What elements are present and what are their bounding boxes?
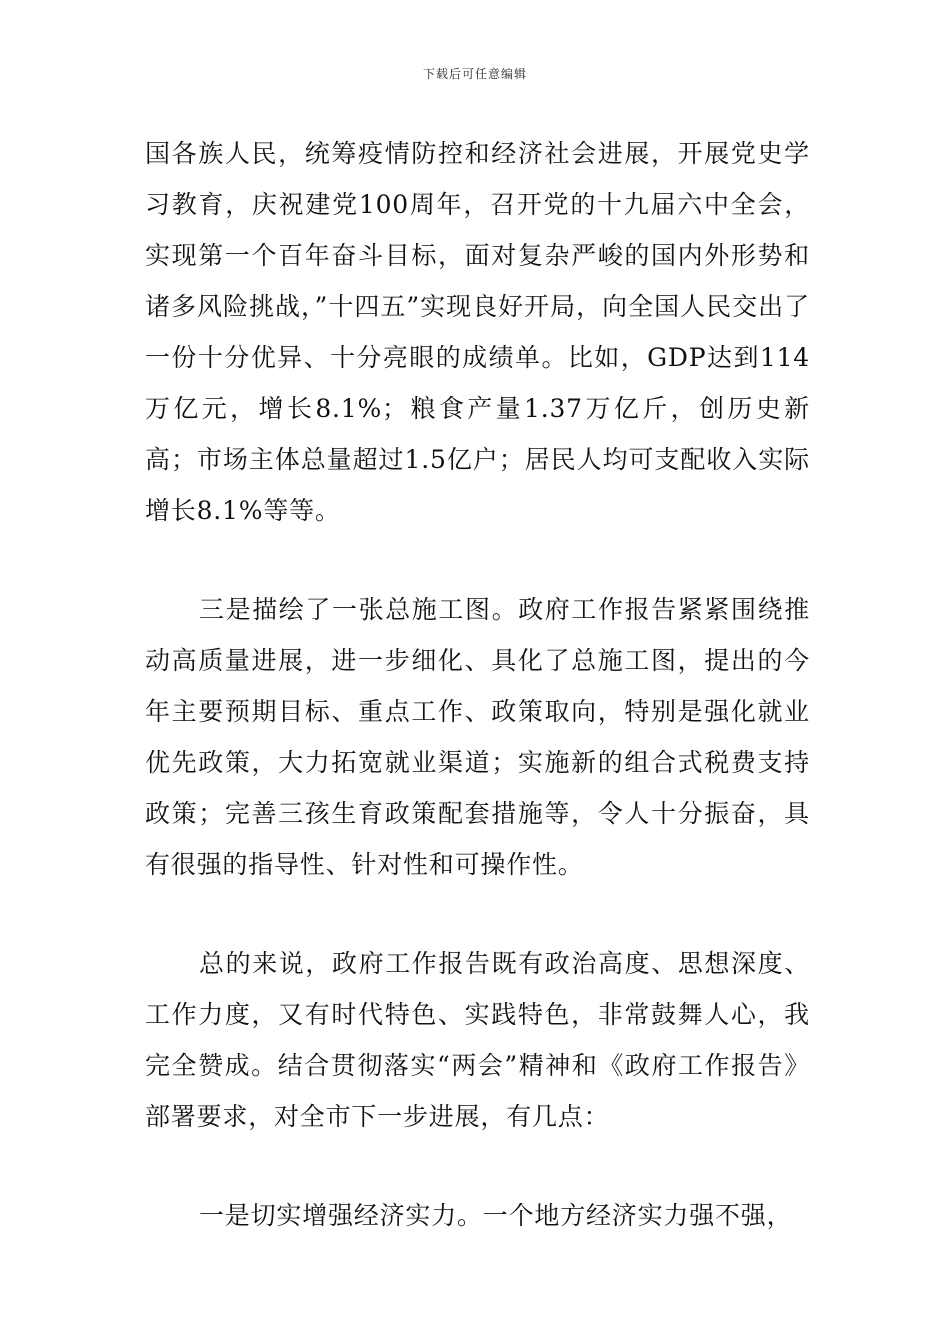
paragraph-4: 一是切实增强经济实力。一个地方经济实力强不强， xyxy=(199,1201,793,1230)
page-header: 下载后可任意编辑 xyxy=(422,67,527,81)
paragraph-1: 国各族人民，统筹疫情防控和经济社会进展，开展党史学习教育，庆祝建党100周年，召开党的十九届六中全会，实现第一个百年奋斗目标，面对复杂严峻的国内外形势和诸多风险挑战，”十四五”实现良好开局，向全国人民交出了一份十分优异、十分亮眼的成绩单。比如，GDP达到114万亿元，增长8.1%；粮食产量1.37万亿斤，创历史新高；市场主体总量超过1.5亿户；居民人均可支配收入实际增长8.1%等等。 xyxy=(145,139,810,525)
document-body xyxy=(145,128,810,1241)
paragraph-2: 三是描绘了一张总施工图。政府工作报告紧紧围绕推动高质量进展，进一步细化、具化了总施工图，提出的今年主要预期目标、重点工作、政策取向，特别是强化就业优先政策，大力拓宽就业渠道；实施新的组合式税费支持政策；完善三孩生育政策配套措施等，令人十分振奋，具有很强的指导性、针对性和可操作性。 xyxy=(145,595,810,879)
paragraph-3: 总的来说，政府工作报告既有政治高度、思想深度、工作力度，又有时代特色、实践特色，非常鼓舞人心，我完全赞成。结合贯彻落实“两会”精神和《政府工作报告》部署要求，对全市下一步进展，有几点： xyxy=(145,949,810,1131)
